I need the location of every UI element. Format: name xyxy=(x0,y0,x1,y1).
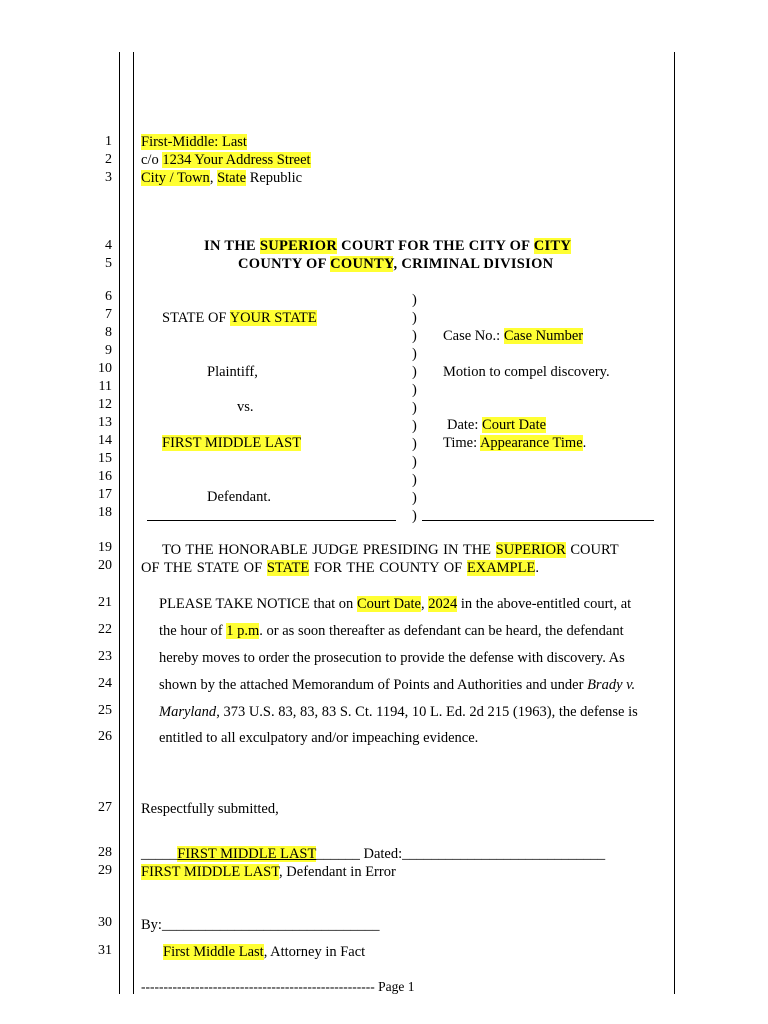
body-text: PLEASE TAKE NOTICE that on xyxy=(159,596,357,612)
line-number: 11 xyxy=(98,379,112,394)
line-number: 3 xyxy=(105,170,112,185)
line-number: 15 xyxy=(98,451,112,466)
respectfully-submitted: Respectfully submitted, xyxy=(141,801,279,817)
address-text: TO THE HONORABLE JUDGE PRESIDING IN THE xyxy=(162,542,496,558)
line-number: 2 xyxy=(105,152,112,167)
state-of-label: STATE OF xyxy=(162,310,230,326)
case-no-label: Case No.: xyxy=(443,328,504,344)
address-text: COURT xyxy=(565,542,619,558)
caption-state-of xyxy=(162,309,317,327)
left-margin-rule-outer xyxy=(119,52,120,994)
signature-underscores: _____ xyxy=(141,846,178,862)
line-number: 23 xyxy=(98,649,112,664)
court-city: CITY xyxy=(533,238,572,254)
filer-name xyxy=(141,133,247,151)
line-number: 12 xyxy=(98,397,112,412)
body-text: , xyxy=(420,596,429,612)
caption-right-underline xyxy=(422,520,654,521)
period: . xyxy=(582,435,587,451)
attorney-line xyxy=(163,943,365,961)
time-label: Time: xyxy=(443,435,480,451)
line-number: 25 xyxy=(98,703,112,718)
line-number: 4 xyxy=(105,238,112,253)
line-number: 1 xyxy=(105,134,112,149)
line-number: 21 xyxy=(98,595,112,610)
body-text: , 373 U.S. 83, 83, 83 S. Ct. 1194, 10 L. Ed. 2d 215 (1963), the defense is xyxy=(216,704,638,720)
address-text: . xyxy=(535,560,539,576)
case-citation: Brady v. xyxy=(587,677,636,693)
paren: ) xyxy=(412,364,417,380)
line-number: 14 xyxy=(98,433,112,448)
paren: ) xyxy=(412,328,417,344)
signature-name: FIRST MIDDLE LAST xyxy=(177,846,317,862)
court-title-line-2 xyxy=(238,255,553,273)
body-court-date: Court Date xyxy=(356,596,421,612)
paren: ) xyxy=(412,310,417,326)
address-superior: SUPERIOR xyxy=(495,542,566,558)
right-margin-rule xyxy=(674,52,675,994)
line-number: 28 xyxy=(98,845,112,860)
caption-left-underline xyxy=(147,520,396,521)
court-date-text: Court Date xyxy=(482,417,547,433)
body-year: 2024 xyxy=(428,596,458,612)
filer-address xyxy=(141,151,311,169)
signature-dated: ______ Dated:____________________________ xyxy=(316,846,606,862)
address-to-court-line-1 xyxy=(162,541,619,559)
line-number: 10 xyxy=(98,361,112,376)
line-number: 19 xyxy=(98,540,112,555)
line-number: 31 xyxy=(98,943,112,958)
court-title-text: COURT FOR THE CITY OF xyxy=(337,238,534,254)
your-state-text: YOUR STATE xyxy=(229,310,317,326)
case-number-text: Case Number xyxy=(503,328,584,344)
paren: ) xyxy=(412,454,417,470)
state-text: State xyxy=(217,170,247,186)
line-number: 6 xyxy=(105,289,112,304)
line-number: 16 xyxy=(98,469,112,484)
paren: ) xyxy=(412,382,417,398)
line-number: 27 xyxy=(98,800,112,815)
appearance-time-text: Appearance Time xyxy=(479,435,583,451)
republic-text: Republic xyxy=(246,170,303,186)
body-line-22 xyxy=(159,622,624,640)
paren: ) xyxy=(412,490,417,506)
line-number: 18 xyxy=(98,505,112,520)
address-text: FOR THE COUNTY OF xyxy=(309,560,467,576)
caption-vs: vs. xyxy=(237,399,254,415)
caption-plaintiff: Plaintiff, xyxy=(207,364,258,380)
line-number: 22 xyxy=(98,622,112,637)
body-line-23: hereby moves to order the prosecution to provide the defense with discovery. As xyxy=(159,650,625,666)
line-number: 9 xyxy=(105,343,112,358)
court-title-text: IN THE xyxy=(204,238,260,254)
left-margin-rule-inner xyxy=(133,52,134,994)
address-prefix: c/o xyxy=(141,152,163,168)
motion-title: Motion to compel discovery. xyxy=(443,364,610,380)
hearing-date-line xyxy=(447,416,546,434)
paren: ) xyxy=(412,436,417,452)
line-number: 24 xyxy=(98,676,112,691)
line-number: 26 xyxy=(98,729,112,744)
filer-name-text: First-Middle: Last xyxy=(141,134,247,150)
address-text: OF THE STATE OF xyxy=(141,560,267,576)
signer-name: FIRST MIDDLE LAST xyxy=(141,864,280,880)
paren: ) xyxy=(412,508,417,524)
address-state: STATE xyxy=(266,560,310,576)
body-line-21 xyxy=(159,595,631,613)
line-number: 8 xyxy=(105,325,112,340)
body-line-26: entitled to all exculpatory and/or impeaching evidence. xyxy=(159,730,479,746)
paren: ) xyxy=(412,472,417,488)
city-text: City / Town xyxy=(141,170,210,186)
address-county: EXAMPLE xyxy=(466,560,536,576)
paren: ) xyxy=(412,292,417,308)
court-title-text: , CRIMINAL DIVISION xyxy=(393,256,554,272)
paren: ) xyxy=(412,418,417,434)
signer-role: , Defendant in Error xyxy=(279,864,396,880)
attorney-name: First Middle Last xyxy=(163,944,264,960)
body-time: 1 p.m xyxy=(226,623,260,639)
line-number: 30 xyxy=(98,915,112,930)
court-superior: SUPERIOR xyxy=(259,238,338,254)
court-county: COUNTY xyxy=(330,256,394,272)
body-text: the hour of xyxy=(159,623,227,639)
address-street: 1234 Your Address Street xyxy=(162,152,311,168)
body-line-25 xyxy=(159,703,638,721)
paren: ) xyxy=(412,400,417,416)
page-footer: ---------------------------------------------------- Page 1 xyxy=(141,979,415,994)
address-to-court-line-2 xyxy=(141,559,539,577)
body-line-24 xyxy=(159,676,635,694)
body-text: in the above-entitled court, at xyxy=(457,596,632,612)
court-title-text: COUNTY OF xyxy=(238,256,331,272)
comma: , xyxy=(209,170,218,186)
line-number: 29 xyxy=(98,863,112,878)
attorney-role: , Attorney in Fact xyxy=(263,944,366,960)
line-number: 20 xyxy=(98,558,112,573)
line-number: 7 xyxy=(105,307,112,322)
date-label: Date: xyxy=(447,417,483,433)
signature-line xyxy=(141,845,605,863)
caption-defendant-name xyxy=(162,434,301,452)
defendant-name-text: FIRST MIDDLE LAST xyxy=(162,435,302,451)
body-text: shown by the attached Memorandum of Points and Authorities and under xyxy=(159,677,588,693)
filer-city-state xyxy=(141,169,302,187)
line-number: 5 xyxy=(105,256,112,271)
paren: ) xyxy=(412,346,417,362)
signer-line xyxy=(141,863,396,881)
caption-defendant: Defendant. xyxy=(207,489,272,505)
body-text: . or as soon thereafter as defendant can be heard, the defendant xyxy=(259,623,624,639)
case-number-line xyxy=(443,327,583,345)
line-number: 13 xyxy=(98,415,112,430)
by-line: By:______________________________ xyxy=(141,917,380,933)
hearing-time-line xyxy=(443,434,586,452)
line-number: 17 xyxy=(98,487,112,502)
case-citation: Maryland xyxy=(159,704,217,720)
court-title-line-1 xyxy=(204,237,571,255)
